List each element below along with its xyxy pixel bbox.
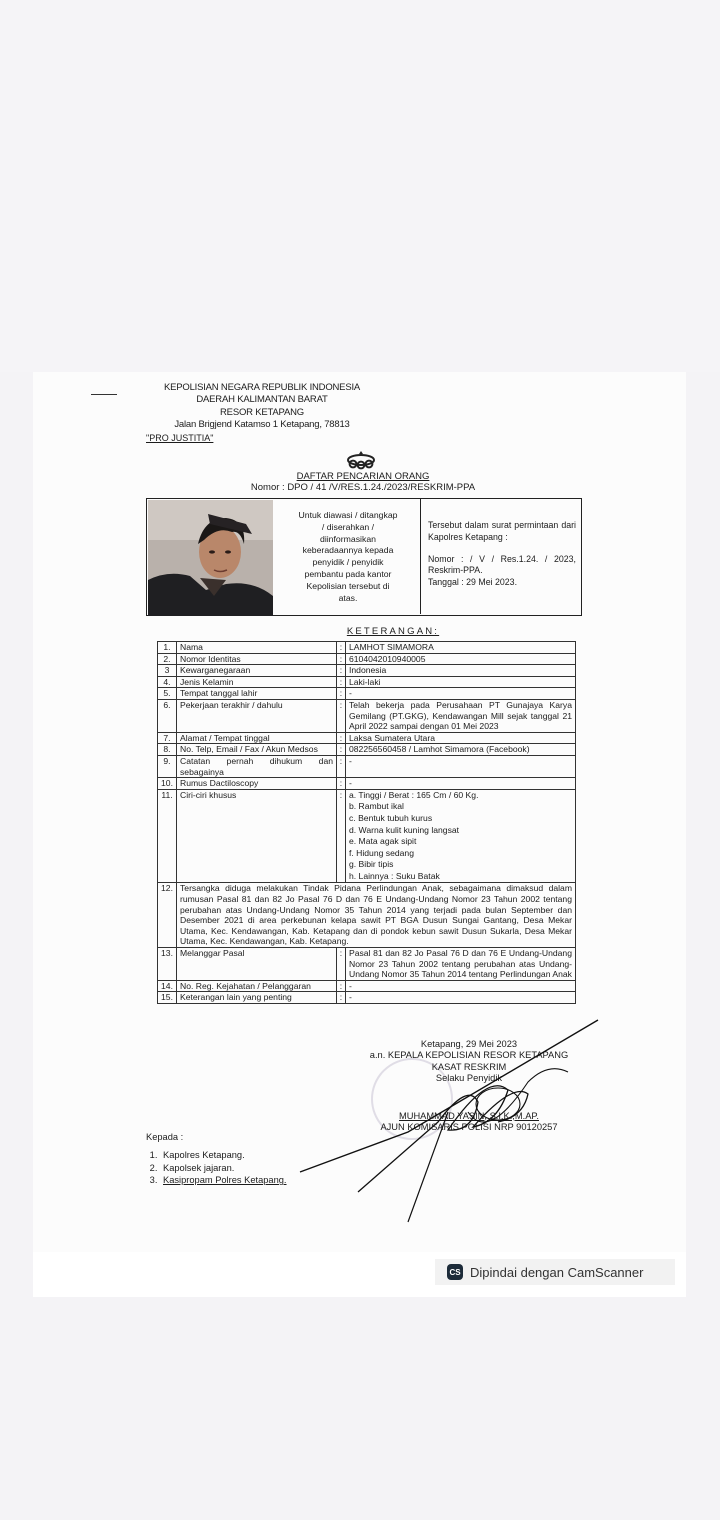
table-row	[158, 732, 576, 744]
row-label: Tempat tanggal lahir	[177, 688, 337, 700]
table-row	[158, 778, 576, 790]
row-number: 10.	[158, 778, 177, 790]
row-label: Kewarganegaraan	[177, 665, 337, 677]
row-label: Catatan pernah dihukum dan sebagainya	[177, 755, 337, 777]
row-colon: :	[337, 676, 346, 688]
table-row	[158, 744, 576, 756]
recipients-block	[146, 1131, 287, 1187]
table-row	[158, 665, 576, 677]
table-row	[158, 653, 576, 665]
letterhead-address: Jalan Brigjend Katamso 1 Ketapang, 78813	[174, 419, 350, 431]
margin-mark	[91, 394, 117, 395]
list-item: a. Tinggi / Berat : 165 Cm / 60 Kg.	[349, 789, 479, 800]
letterhead-line1: KEPOLISIAN NEGARA REPUBLIK INDONESIA	[163, 382, 361, 393]
list-item: 1. Kapolres Ketapang.	[160, 1149, 287, 1161]
row-label: Nama	[177, 642, 337, 654]
recipients-list	[146, 1149, 287, 1186]
row-number: 4.	[158, 676, 177, 688]
row-number: 1.	[158, 642, 177, 654]
letterhead-line3: RESOR KETAPANG	[220, 406, 304, 418]
title-number: Nomor : DPO / 41 /V/RES.1.24./2023/RESKRIM-PPA	[250, 482, 476, 493]
row-colon: :	[337, 653, 346, 665]
camscanner-logo-icon: CS	[447, 1264, 463, 1280]
row-colon: :	[337, 948, 346, 981]
row-label: No. Telp, Email / Fax / Akun Medsos	[177, 744, 337, 756]
row-label: Rumus Dactiloscopy	[177, 778, 337, 790]
table-row	[158, 789, 576, 883]
camscanner-text: Dipindai dengan CamScanner	[470, 1264, 644, 1280]
row-colon: :	[337, 665, 346, 677]
row-label: Pekerjaan terakhir / dahulu	[177, 699, 337, 732]
notice-text: Untuk diawasi / ditangkap / diserahkan / diinformasikan keberadaannya kepada penyidik / penyidik pembantu pada kantor Kepolisian tersebut di atas.	[298, 510, 398, 603]
row-colon: :	[337, 789, 346, 883]
row-label: Nomor Identitas	[177, 653, 337, 665]
reference-p2: Nomor : / V / Res.1.24. / 2023, Reskrim-PPA.	[428, 553, 576, 576]
row-value: -	[346, 980, 576, 992]
table-row	[158, 699, 576, 732]
ciri-list-cell	[346, 789, 576, 883]
row-value: Laki-laki	[346, 676, 576, 688]
row-label: No. Reg. Kejahatan / Pelanggaran	[177, 980, 337, 992]
row-number: 8.	[158, 744, 177, 756]
table-row	[158, 948, 576, 981]
row-value: LAMHOT SIMAMORA	[346, 642, 576, 654]
row-number: 11.	[158, 789, 177, 883]
list-item: 3. Kasipropam Polres Ketapang.	[160, 1174, 287, 1186]
table-row	[158, 755, 576, 777]
row-label: Alamat / Tempat tinggal	[177, 732, 337, 744]
sign-role2: Selaku Penyidik	[435, 1073, 503, 1084]
row-label: Keterangan lain yang penting	[177, 992, 337, 1004]
sign-rank: AJUN KOMISARIS POLISI NRP 90120257	[380, 1122, 558, 1133]
row-colon: :	[337, 732, 346, 744]
row-label: Jenis Kelamin	[177, 676, 337, 688]
row-number: 7.	[158, 732, 177, 744]
row-colon: :	[337, 980, 346, 992]
reference-p3: Tanggal : 29 Mei 2023.	[428, 577, 518, 588]
list-item: e. Mata agak sipit	[349, 836, 417, 847]
table-row	[158, 688, 576, 700]
document-title	[233, 471, 493, 493]
row-value: Pasal 81 dan 82 Jo Pasal 76 D dan 76 E Undang-Undang Nomor 23 Tahun 2002 tentang perubahan atas Undang-Undang Nomor 35 Tahun 2014 tentang Perlindungan Anak	[346, 948, 576, 981]
row-number: 3	[158, 665, 177, 677]
sign-place-date: Ketapang, 29 Mei 2023	[420, 1039, 518, 1049]
row-number: 13.	[158, 948, 177, 981]
letterhead-line2: DAERAH KALIMANTAN BARAT	[196, 394, 328, 406]
row-label: Ciri-ciri khusus	[177, 789, 337, 883]
table-row	[158, 642, 576, 654]
handwritten-signature	[298, 1012, 608, 1232]
table-row	[158, 676, 576, 688]
row-colon: :	[337, 755, 346, 777]
row-value: -	[346, 778, 576, 790]
list-item: h. Lainnya : Suku Batak	[349, 870, 440, 881]
row-number: 5.	[158, 688, 177, 700]
keterangan-heading: KETERANGAN:	[346, 626, 440, 637]
list-item: f. Hidung sedang	[349, 847, 414, 858]
list-item: d. Warna kulit kuning langsat	[349, 824, 460, 835]
row-label: Melanggar Pasal	[177, 948, 337, 981]
list-item: b. Rambut ikal	[349, 801, 404, 812]
list-item: c. Bentuk tubuh kurus	[349, 812, 433, 823]
details-table	[157, 641, 576, 1004]
reference-block	[428, 520, 576, 599]
reference-p1: Tersebut dalam surat permintaan dari Kapolres Ketapang :	[428, 520, 576, 542]
sign-role1: KASAT RESKRIM	[431, 1061, 507, 1072]
row-number: 15.	[158, 992, 177, 1004]
row-value: 6104042010940005	[346, 653, 576, 665]
row-number: 6.	[158, 699, 177, 732]
row-number: 12.	[158, 883, 177, 948]
row-value: 082256560458 / Lamhot Simamora (Facebook)	[346, 744, 576, 756]
table-row	[158, 883, 576, 948]
row-number: 2.	[158, 653, 177, 665]
blank-top-area	[0, 0, 720, 372]
row-value: -	[346, 755, 576, 777]
row-number: 9.	[158, 755, 177, 777]
recipients-heading: Kepada :	[146, 1132, 184, 1142]
sign-name: MUHAMMAD YASIN, S.I.K.,M.AP.	[399, 1110, 539, 1121]
row-colon: :	[337, 688, 346, 700]
table-row	[158, 992, 576, 1004]
pro-justitia: "PRO JUSTITIA"	[146, 433, 214, 443]
row-colon: :	[337, 778, 346, 790]
row-value: Telah bekerja pada Perusahaan PT Gunajaya Karya Gemilang (PT.GKG), Kendawangan Mill sejak tanggal 21 April 2022 sampai dengan 01 Mei 2023	[346, 699, 576, 732]
row-value: -	[346, 688, 576, 700]
row-colon: :	[337, 992, 346, 1004]
list-item: g. Bibir tipis	[349, 859, 394, 870]
row-number: 14.	[158, 980, 177, 992]
row-colon: :	[337, 699, 346, 732]
row-colon: :	[337, 642, 346, 654]
row-value: -	[346, 992, 576, 1004]
box-divider	[420, 498, 421, 614]
list-item: 2. Kapolsek jajaran.	[160, 1162, 287, 1174]
suspect-photo	[148, 500, 273, 616]
row-value: Indonesia	[346, 665, 576, 677]
row-statement: Tersangka diduga melakukan Tindak Pidana Perlindungan Anak, sebagaimana dimaksud dalam rumusan Pasal 81 dan 82 Jo Pasal 76 D dan 76 E Undang-Undang Nomor 23 Tahun 2002 tentang perubahan atas Undang-Undang Nomor 35 Tahun 2014 yang terjadi pada bulan September dan Desember 2021 di area perkebunan kelapa sawit PT BGA Dusun Sungai Gantang, Desa Mekar Utama, Kec. Kendawangan, Kab. Ketapang dan di pondok kebun sawit Dusun Sukarla, Desa Mekar Utama, Kec. Kendawangan, Kab. Ketapang.	[177, 883, 576, 948]
sign-on-behalf: a.n. KEPALA KEPOLISIAN RESOR KETAPANG	[369, 1050, 569, 1061]
letterhead	[157, 382, 367, 432]
ciri-list	[349, 790, 572, 883]
title-main: DAFTAR PENCARIAN ORANG	[296, 471, 430, 482]
police-emblem-icon	[344, 450, 378, 470]
document-page	[33, 372, 686, 1297]
table-row	[158, 980, 576, 992]
row-value: Laksa Sumatera Utara	[346, 732, 576, 744]
camscanner-watermark	[435, 1259, 675, 1285]
row-colon: :	[337, 744, 346, 756]
